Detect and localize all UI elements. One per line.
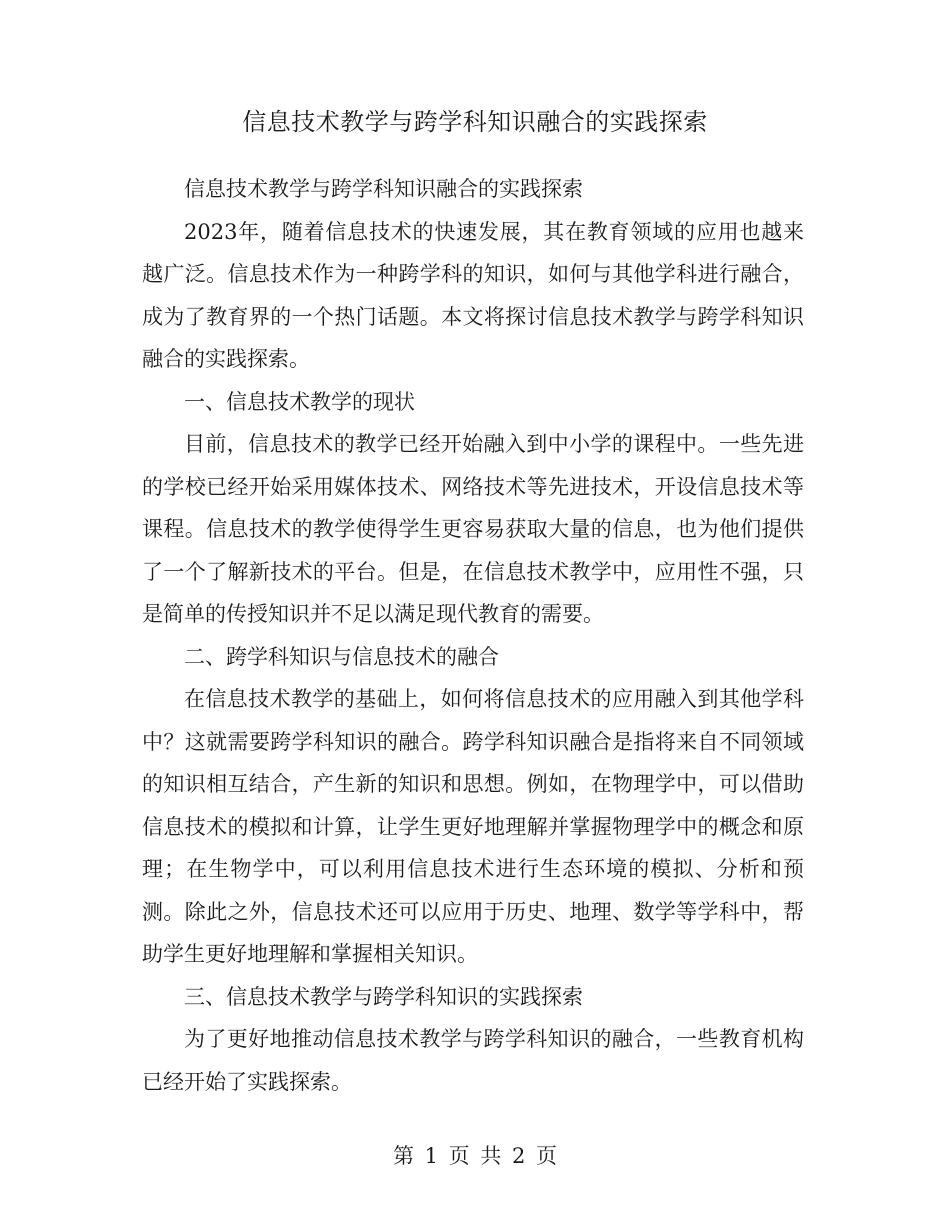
paragraph-subtitle: 信息技术教学与跨学科知识融合的实践探索 bbox=[184, 177, 583, 201]
paragraph-section-2: 在信息技术教学的基础上，如何将信息技术的应用融入到其他学科中？这就需要跨学科知识的融合。跨学科知识融合是指将来自不同领域的知识相互结合，产生新的知识和思想。例如，在物理学中，可以借助信息技术的模拟和计算，让学生更好地理解并掌握物理学中的概念和原理；在生物学中，可以利用信息技术进行生态环境的模拟、分析和预测。除此之外，信息技术还可以应用于历史、地理、数学等学科中，帮助学生更好地理解和掌握相关知识。 bbox=[142, 687, 804, 966]
section-heading-2: 二、跨学科知识与信息技术的融合 bbox=[184, 644, 499, 669]
section-heading-1: 一、信息技术教学的现状 bbox=[184, 389, 415, 414]
section-heading-3: 三、信息技术教学与跨学科知识的实践探索 bbox=[184, 984, 583, 1009]
document-body bbox=[142, 168, 804, 1103]
paragraph-section-1: 目前，信息技术的教学已经开始融入到中小学的课程中。一些先进的学校已经开始采用媒体技术、网络技术等先进技术，开设信息技术等课程。信息技术的教学使得学生更容易获取大量的信息，也为他们提供了一个了解新技术的平台。但是，在信息技术教学中，应用性不强，只是简单的传授知识并不足以满足现代教育的需要。 bbox=[142, 432, 804, 626]
page-number-footer: 第 1 页 共 2 页 bbox=[392, 1144, 558, 1168]
paragraph-section-3: 为了更好地推动信息技术教学与跨学科知识的融合，一些教育机构已经开始了实践探索。 bbox=[142, 1027, 804, 1094]
paragraph-intro: 2023年，随着信息技术的快速发展，其在教育领域的应用也越来越广泛。信息技术作为一种跨学科的知识，如何与其他学科进行融合，成为了教育界的一个热门话题。本文将探讨信息技术教学与跨学科知识融合的实践探索。 bbox=[142, 219, 804, 371]
document-title: 信息技术教学与跨学科知识融合的实践探索 bbox=[242, 108, 708, 136]
